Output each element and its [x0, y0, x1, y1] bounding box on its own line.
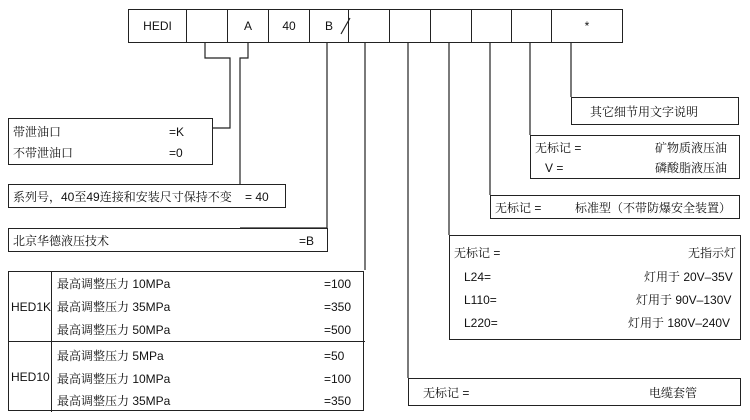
cable-code: 无标记 = [423, 386, 470, 400]
pressure-row-code: =350 [324, 300, 352, 314]
drain-row-1-label: 带泄油口 [13, 125, 62, 139]
code-cell-series-name: HEDI [128, 9, 187, 43]
cable-box [408, 378, 741, 406]
code-cell-40: 40 [268, 9, 310, 43]
series-label: 系列号，40至49连接和安装尺寸保持不变 [13, 190, 232, 204]
drain-row-2-label: 不带泄油口 [13, 146, 74, 160]
drain-box [8, 118, 213, 165]
code-cell-cable [389, 9, 431, 43]
pressure-row-code: =50 [324, 349, 345, 363]
code-cell-a: A [227, 9, 269, 43]
series-code: = 40 [245, 190, 269, 204]
series-box [8, 184, 286, 208]
other-details-box [571, 97, 739, 125]
brand-code: =B [299, 234, 315, 248]
other-details-label: 其它细节用文字说明 [590, 105, 699, 119]
pressure-row-label: 最高调整压力 5MPa [57, 349, 164, 363]
pressure-row-code: =500 [324, 323, 352, 337]
code-cell-pressure [348, 9, 390, 43]
group-name-hed1k: HED1K [11, 300, 52, 314]
pressure-group-divider [9, 341, 365, 342]
lamp-row-label: 灯用于 90V–130V [636, 293, 732, 307]
connector-k [205, 43, 230, 128]
code-cell-drain [186, 9, 228, 43]
code-cell-type [471, 9, 512, 43]
pressure-table [8, 271, 364, 411]
pressure-row-label: 最高调整压力 10MPa [57, 277, 171, 291]
lamp-row-label: 无指示灯 [688, 246, 737, 260]
pressure-row-label: 最高调整压力 35MPa [57, 394, 171, 408]
pressure-row-label: 最高调整压力 50MPa [57, 323, 171, 337]
lamp-row-label: 灯用于 20V–35V [644, 270, 733, 284]
pressure-row-code: =350 [324, 394, 352, 408]
lamp-row-code: L110= [464, 293, 497, 307]
pressure-column-divider [51, 272, 52, 412]
pressure-row-code: =100 [324, 277, 352, 291]
pressure-row-label: 最高调整压力 35MPa [57, 300, 171, 314]
lamp-row-label: 灯用于 180V–240V [628, 316, 731, 330]
lamp-row-code: 无标记 = [454, 246, 501, 260]
brand-box [8, 228, 328, 252]
lamp-row-code: L24= [464, 270, 492, 284]
type-code: 无标记 = [495, 201, 542, 215]
cable-label: 电缆套管 [649, 386, 698, 400]
code-cell-b: B [309, 9, 349, 43]
pressure-row-code: =100 [324, 372, 352, 386]
oil-row-1-label: 矿物质液压油 [655, 141, 728, 155]
type-label: 标准型（不带防爆安全装置） [575, 201, 732, 215]
drain-row-1-code: =K [169, 125, 185, 139]
brand-label: 北京华德液压技术 [13, 234, 110, 248]
group-name-hed10: HED10 [11, 370, 50, 384]
connector-series [240, 43, 285, 190]
oil-row-2-label: 磷酸脂液压油 [655, 161, 728, 175]
drain-row-2-code: =0 [169, 146, 183, 160]
oil-row-1-code: 无标记 = [535, 141, 582, 155]
oil-box [530, 135, 740, 179]
lamp-box [449, 235, 741, 340]
code-cell-other: * [551, 9, 623, 43]
type-box [490, 195, 740, 219]
code-cell-lamp [430, 9, 472, 43]
code-cell-oil [511, 9, 552, 43]
lamp-row-code: L220= [464, 316, 498, 330]
pressure-row-label: 最高调整压力 10MPa [57, 372, 171, 386]
oil-row-2-code: V = [545, 161, 564, 175]
